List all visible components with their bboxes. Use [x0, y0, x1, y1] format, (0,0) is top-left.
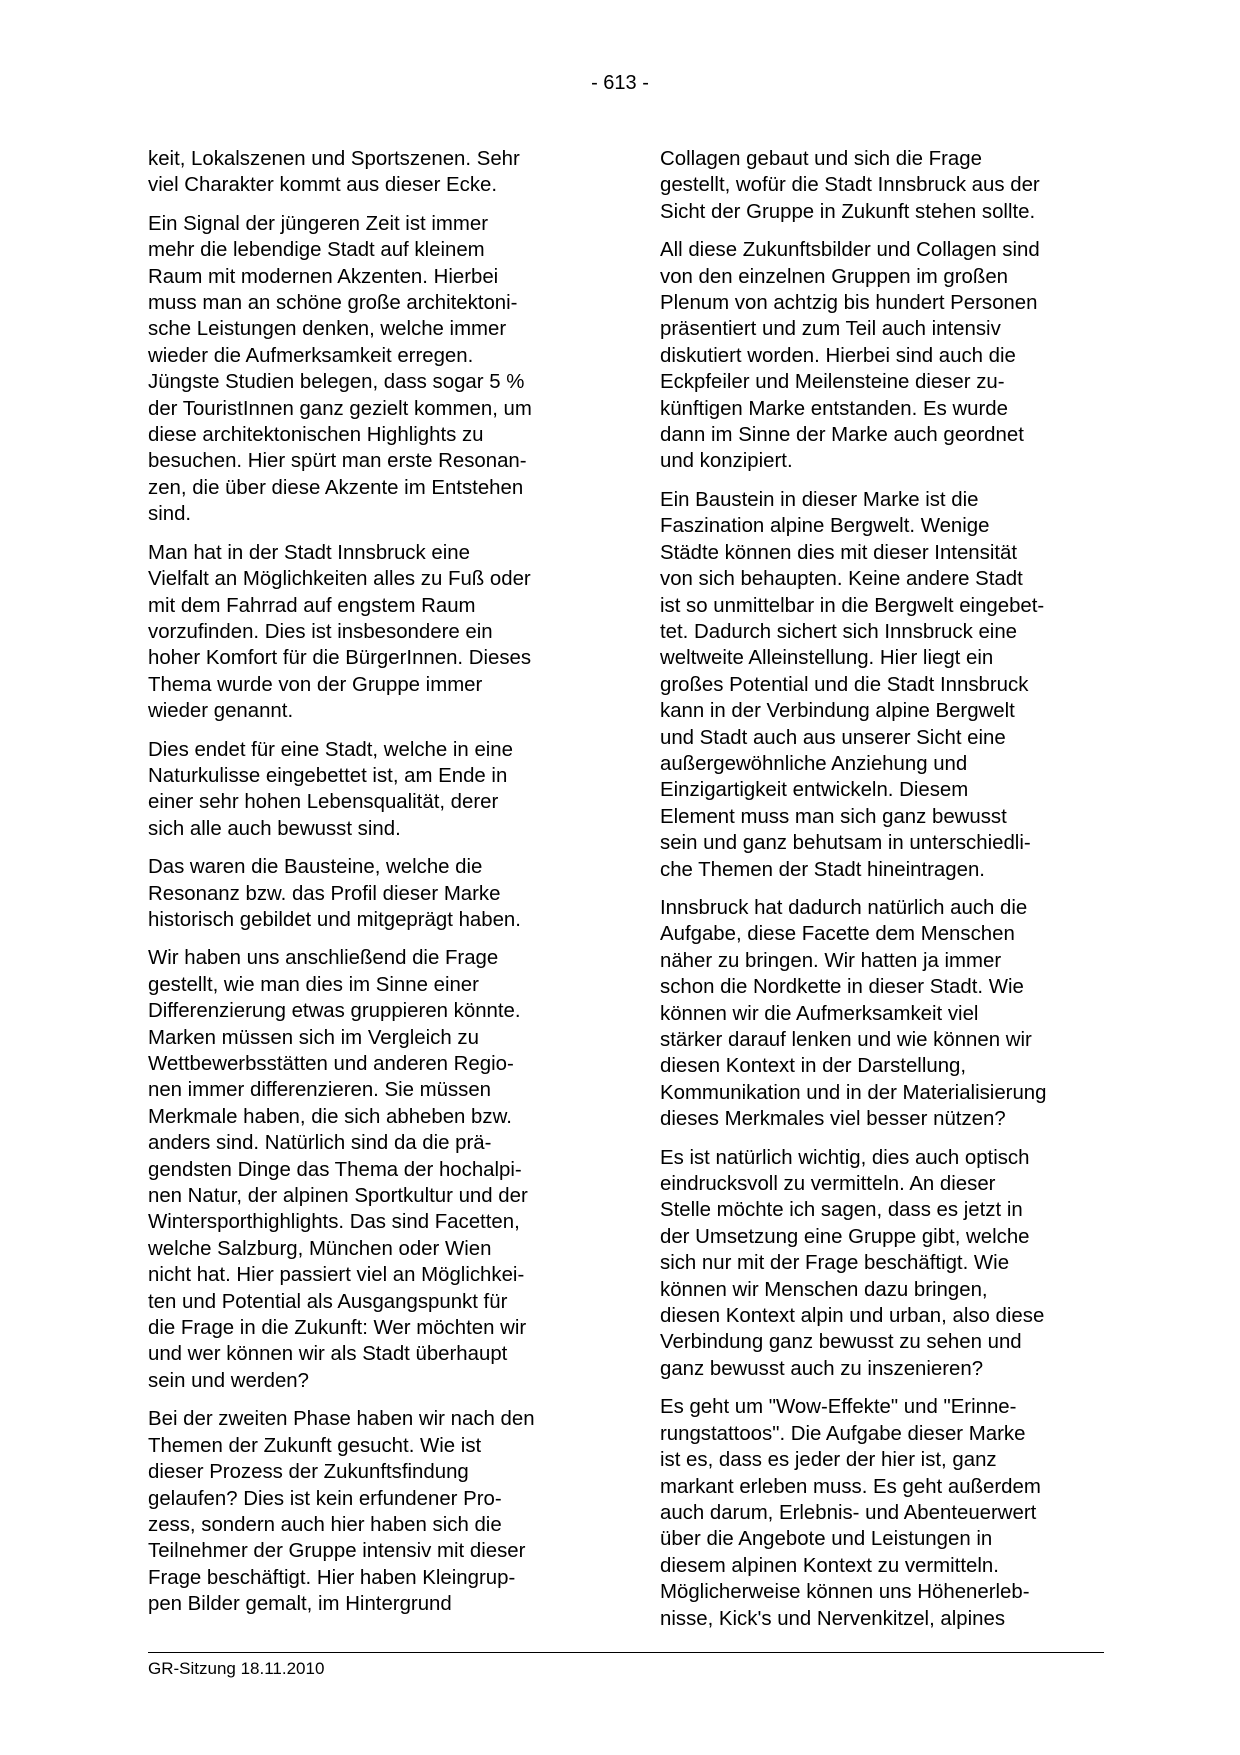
- paragraph: [148, 540, 588, 725]
- text-line: zess, sondern auch hier haben sich die: [148, 1513, 502, 1536]
- paragraph: [660, 487, 1102, 883]
- text-line: können wir die Aufmerksamkeit viel: [660, 1002, 979, 1025]
- text-line: tet. Dadurch sichert sich Innsbruck eine: [660, 620, 1018, 643]
- text-line: diesen Kontext alpin und urban, also diese: [660, 1305, 1045, 1328]
- text-line: und Stadt auch aus unserer Sicht eine: [660, 726, 1006, 749]
- text-line: Teilnehmer der Gruppe intensiv mit dieser: [148, 1540, 526, 1563]
- text-line: von sich behaupten. Keine andere Stadt: [660, 568, 1023, 591]
- text-line: Faszination alpine Bergwelt. Wenige: [660, 515, 990, 538]
- text-line: Themen der Zukunft gesucht. Wie ist: [148, 1434, 482, 1457]
- text-line: Naturkulisse eingebettet ist, am Ende in: [148, 764, 508, 787]
- text-line: keit, Lokalszenen und Sportszenen. Sehr: [148, 148, 520, 170]
- text-line: Möglicherweise können uns Höhenerleb-: [660, 1581, 1030, 1604]
- text-line: gestellt, wofür die Stadt Innsbruck aus der: [660, 174, 1040, 197]
- text-line: Einzigartigkeit entwickeln. Diesem: [660, 779, 969, 802]
- text-column-left: [148, 146, 588, 1630]
- text-line: All diese Zukunftsbilder und Collagen sind: [660, 239, 1040, 262]
- text-line: vorzufinden. Dies ist insbesondere ein: [148, 620, 493, 643]
- text-line: und wer können wir als Stadt überhaupt: [148, 1343, 508, 1366]
- paragraph: [660, 146, 1102, 225]
- text-line: ist es, dass es jeder der hier ist, ganz: [660, 1449, 997, 1472]
- text-line: über die Angebote und Leistungen in: [660, 1528, 993, 1551]
- paragraph: [148, 146, 588, 199]
- text-line: Ein Baustein in dieser Marke ist die: [660, 488, 979, 511]
- text-line: hoher Komfort für die BürgerInnen. Dieses: [148, 647, 532, 670]
- text-line: Man hat in der Stadt Innsbruck eine: [148, 541, 470, 564]
- text-line: Wettbewerbsstätten und anderen Regio-: [148, 1053, 514, 1075]
- text-line: großes Potential und die Stadt Innsbruck: [660, 673, 1029, 696]
- text-line: dieses Merkmales viel besser nützen?: [660, 1108, 1006, 1131]
- text-line: wieder genannt.: [148, 700, 294, 723]
- text-line: nisse, Kick's und Nervenkitzel, alpines: [660, 1607, 1006, 1630]
- text-line: historisch gebildet und mitgeprägt haben.: [148, 908, 521, 931]
- text-line: Collagen gebaut und sich die Frage: [660, 148, 982, 170]
- text-line: Wir haben uns anschließend die Frage: [148, 947, 499, 970]
- text-line: Bei der zweiten Phase haben wir nach den: [148, 1408, 535, 1431]
- text-line: gestellt, wie man dies im Sinne einer: [148, 973, 479, 996]
- text-line: markant erleben muss. Es geht außerdem: [660, 1475, 1041, 1498]
- footer-session-date: GR-Sitzung 18.11.2010: [148, 1659, 325, 1678]
- text-line: Stelle möchte ich sagen, dass es jetzt in: [660, 1199, 1023, 1222]
- text-line: Wintersporthighlights. Das sind Facetten,: [148, 1211, 520, 1234]
- text-line: mehr die lebendige Stadt auf kleinem: [148, 239, 485, 262]
- paragraph: [148, 854, 588, 933]
- text-line: Merkmale haben, die sich abheben bzw.: [148, 1105, 512, 1128]
- text-line: diese architektonischen Highlights zu: [148, 424, 484, 447]
- text-line: anders sind. Natürlich sind da die prä-: [148, 1132, 492, 1155]
- text-line: Plenum von achtzig bis hundert Personen: [660, 292, 1038, 315]
- text-line: ten und Potential als Ausgangspunkt für: [148, 1290, 508, 1313]
- text-line: Differenzierung etwas gruppieren könnte.: [148, 1000, 521, 1023]
- paragraph: [660, 237, 1102, 475]
- text-line: von den einzelnen Gruppen im großen: [660, 265, 1008, 288]
- text-line: gendsten Dinge das Thema der hochalpi-: [148, 1158, 522, 1181]
- text-line: stärker darauf lenken und wie können wir: [660, 1029, 1032, 1051]
- text-line: Innsbruck hat dadurch natürlich auch die: [660, 896, 1028, 919]
- text-line: Verbindung ganz bewusst zu sehen und: [660, 1331, 1022, 1354]
- paragraph: [660, 1145, 1102, 1383]
- text-line: Es geht um "Wow-Effekte" und "Erinne-: [660, 1396, 1017, 1419]
- text-line: können wir Menschen dazu bringen,: [660, 1278, 988, 1301]
- paragraph: [148, 737, 588, 843]
- text-line: näher zu bringen. Wir hatten ja immer: [660, 949, 1002, 972]
- text-column-right: [660, 146, 1102, 1644]
- text-line: der TouristInnen ganz gezielt kommen, um: [148, 397, 532, 420]
- text-line: künftigen Marke entstanden. Es wurde: [660, 397, 1008, 420]
- text-line: Ein Signal der jüngeren Zeit ist immer: [148, 212, 488, 235]
- text-line: sein und ganz behutsam in unterschiedli-: [660, 832, 1031, 855]
- text-line: diesen Kontext in der Darstellung,: [660, 1055, 967, 1078]
- text-line: rungstattoos". Die Aufgabe dieser Marke: [660, 1422, 1026, 1445]
- text-line: besuchen. Hier spürt man erste Resonan-: [148, 450, 527, 473]
- text-line: nen Natur, der alpinen Sportkultur und der: [148, 1185, 528, 1208]
- text-line: sich nur mit der Frage beschäftigt. Wie: [660, 1252, 1010, 1275]
- text-line: Frage beschäftigt. Hier haben Kleingrup-: [148, 1566, 516, 1589]
- text-line: welche Salzburg, München oder Wien: [148, 1237, 492, 1260]
- text-line: nicht hat. Hier passiert viel an Möglichkei-: [148, 1264, 525, 1287]
- text-line: sche Leistungen denken, welche immer: [148, 318, 507, 341]
- text-line: gelaufen? Dies ist kein erfundener Pro-: [148, 1487, 502, 1510]
- paragraph: [148, 945, 588, 1394]
- text-line: und konzipiert.: [660, 450, 793, 473]
- paragraph: [148, 1406, 588, 1617]
- paragraph: [660, 1394, 1102, 1632]
- text-line: dann im Sinne der Marke auch geordnet: [660, 424, 1024, 447]
- text-line: Element muss man sich ganz bewusst: [660, 805, 1007, 828]
- text-line: Vielfalt an Möglichkeiten alles zu Fuß oder: [148, 568, 531, 591]
- text-line: diesem alpinen Kontext zu vermitteln.: [660, 1554, 999, 1577]
- text-line: außergewöhnliche Anziehung und: [660, 752, 968, 775]
- text-line: zen, die über diese Akzente im Entstehen: [148, 476, 524, 499]
- text-line: schon die Nordkette in dieser Stadt. Wie: [660, 976, 1024, 999]
- text-line: ganz bewusst auch zu inszenieren?: [660, 1357, 984, 1380]
- paragraph: [148, 211, 588, 528]
- text-line: nen immer differenzieren. Sie müssen: [148, 1079, 492, 1102]
- text-line: Jüngste Studien belegen, dass sogar 5 %: [148, 371, 525, 394]
- text-line: die Frage in die Zukunft: Wer möchten wir: [148, 1317, 527, 1340]
- text-line: Sicht der Gruppe in Zukunft stehen sollte.: [660, 200, 1036, 223]
- text-line: Städte können dies mit dieser Intensität: [660, 541, 1018, 564]
- text-line: che Themen der Stadt hineintragen.: [660, 858, 985, 881]
- text-line: Das waren die Bausteine, welche die: [148, 856, 483, 879]
- text-line: pen Bilder gemalt, im Hintergrund: [148, 1593, 452, 1616]
- text-line: der Umsetzung eine Gruppe gibt, welche: [660, 1225, 1030, 1248]
- text-line: ist so unmittelbar in die Bergwelt eingebet-: [660, 594, 1045, 617]
- text-line: weltweite Alleinstellung. Hier liegt ein: [660, 647, 994, 670]
- text-line: Dies endet für eine Stadt, welche in eine: [148, 738, 513, 761]
- text-line: Eckpfeiler und Meilensteine dieser zu-: [660, 371, 1005, 394]
- text-line: Kommunikation und in der Materialisierung: [660, 1081, 1047, 1104]
- text-line: sich alle auch bewusst sind.: [148, 817, 401, 840]
- text-line: dieser Prozess der Zukunftsfindung: [148, 1461, 469, 1484]
- text-line: präsentiert und zum Teil auch intensiv: [660, 318, 1001, 341]
- text-line: eindrucksvoll zu vermitteln. An dieser: [660, 1173, 996, 1196]
- text-line: kann in der Verbindung alpine Bergwelt: [660, 700, 1015, 723]
- text-line: Raum mit modernen Akzenten. Hierbei: [148, 265, 499, 288]
- text-line: viel Charakter kommt aus dieser Ecke.: [148, 174, 498, 197]
- text-line: Resonanz bzw. das Profil dieser Marke: [148, 882, 501, 905]
- text-line: sein und werden?: [148, 1369, 309, 1392]
- text-line: Thema wurde von der Gruppe immer: [148, 673, 483, 696]
- text-line: diskutiert worden. Hierbei sind auch die: [660, 344, 1016, 367]
- text-line: mit dem Fahrrad auf engstem Raum: [148, 594, 476, 617]
- text-line: sind.: [148, 503, 192, 526]
- text-line: einer sehr hohen Lebensqualität, derer: [148, 791, 499, 814]
- text-line: Aufgabe, diese Facette dem Menschen: [660, 923, 1015, 946]
- text-line: auch darum, Erlebnis- und Abenteuerwert: [660, 1501, 1037, 1524]
- page-number: - 613 -: [591, 72, 649, 94]
- paragraph: [660, 895, 1102, 1133]
- footer-divider: [148, 1652, 1104, 1653]
- text-line: wieder die Aufmerksamkeit erregen.: [148, 344, 474, 367]
- text-line: muss man an schöne große architektoni-: [148, 292, 518, 315]
- text-line: Es ist natürlich wichtig, dies auch optisch: [660, 1146, 1030, 1169]
- text-line: Marken müssen sich im Vergleich zu: [148, 1026, 479, 1049]
